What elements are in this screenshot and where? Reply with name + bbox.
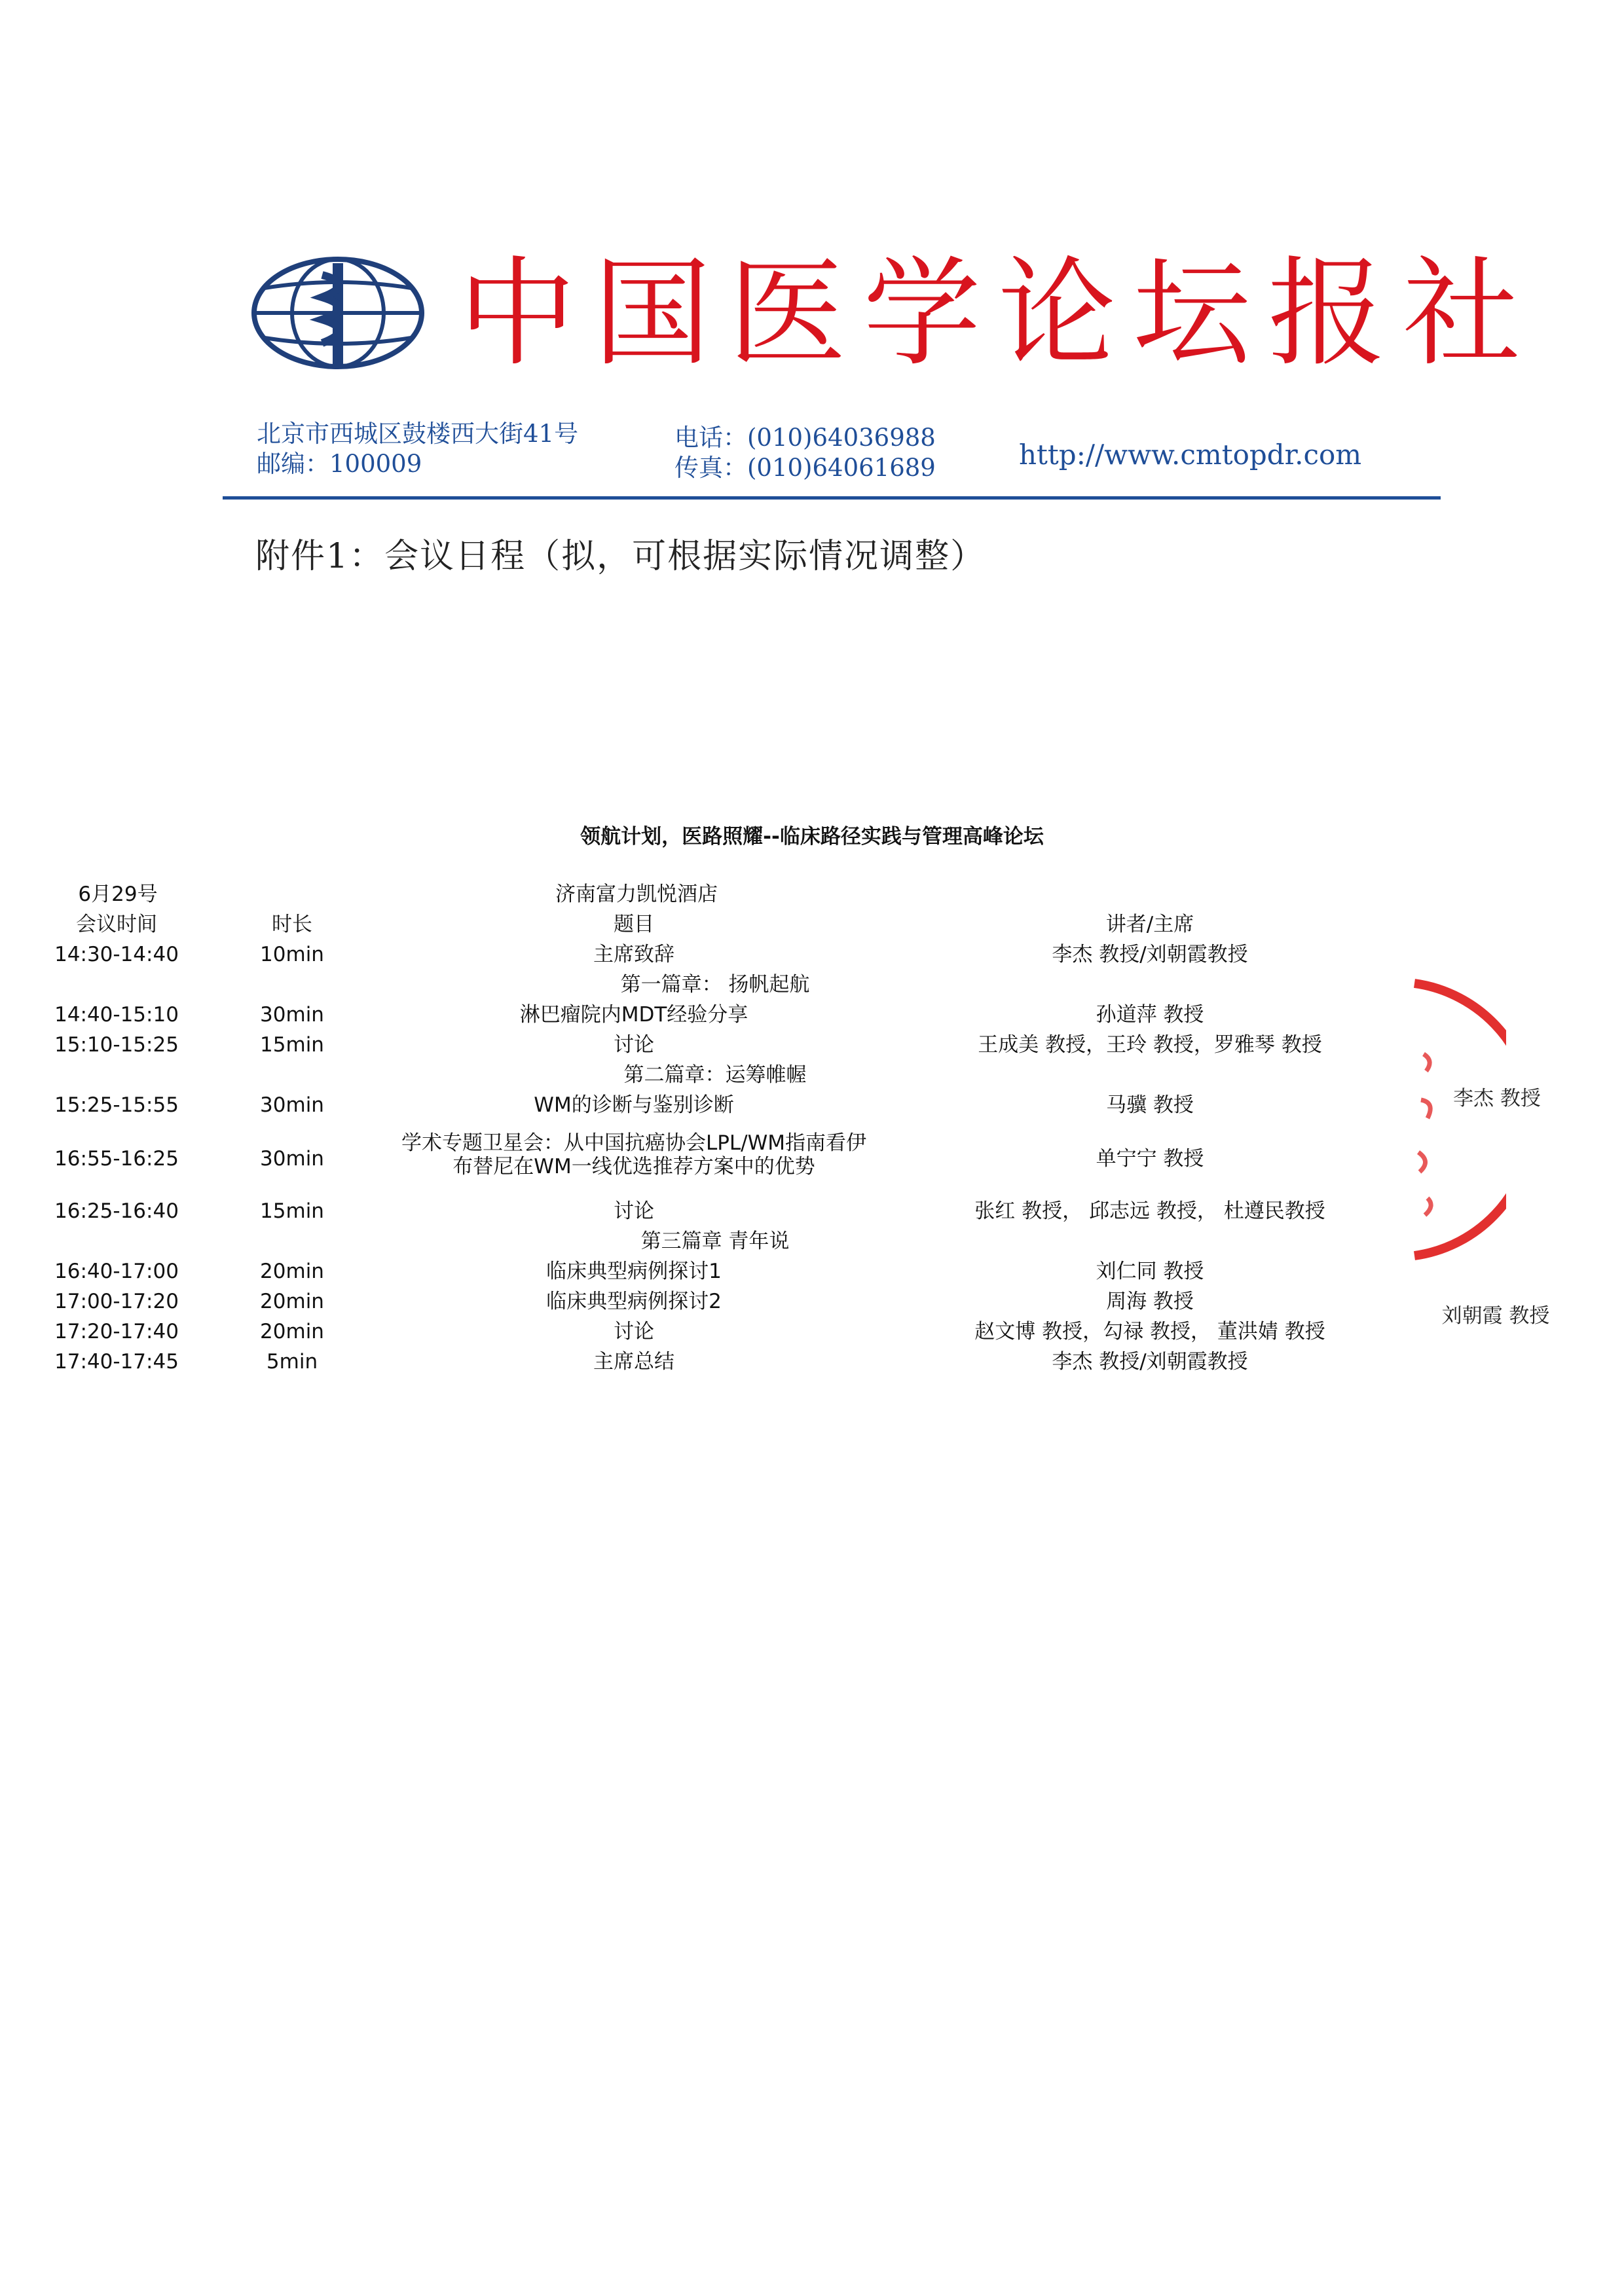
agenda-time: 17:40-17:45 (54, 1350, 179, 1374)
agenda-speaker: 孙道萍 教授 (1096, 1003, 1204, 1027)
agenda-date: 6月29号 (78, 883, 158, 906)
postal-code: 邮编：100009 (257, 450, 422, 478)
attachment-title: 附件1：会议日程（拟，可根据实际情况调整） (255, 537, 986, 576)
side-note-speaker: 李杰 教授 (1453, 1087, 1541, 1110)
agenda-time: 15:25-15:55 (54, 1093, 179, 1117)
agenda-duration: 10min (260, 943, 324, 966)
agenda-topic: 讨论 (614, 1320, 654, 1343)
agenda-duration: 30min (260, 1093, 324, 1117)
header-duration: 时长 (272, 913, 312, 936)
agenda-topic: 学术专题卫星会：从中国抗癌协会LPL/WM指南看伊布替尼在WM一线优选推荐方案中的优势 (401, 1131, 867, 1178)
agenda-topic: WM的诊断与鉴别诊断 (534, 1093, 734, 1117)
official-seal (1401, 975, 1506, 1264)
side-note-speaker: 刘朝霞 教授 (1441, 1304, 1550, 1328)
agenda-speaker: 单宁宁 教授 (1096, 1147, 1204, 1171)
agenda-topic: 主席总结 (593, 1350, 674, 1374)
agenda-speaker: 刘仁同 教授 (1096, 1260, 1204, 1283)
header-topic: 题目 (614, 913, 654, 936)
agenda-speaker: 李杰 教授/刘朝霞教授 (1052, 1350, 1248, 1374)
fax-number: 传真：(010)64061689 (674, 454, 936, 482)
agenda-speaker: 马骥 教授 (1106, 1093, 1194, 1117)
agenda-topic: 临床典型病例探讨2 (546, 1290, 722, 1313)
organization-name: 中国医学论坛报社 (458, 246, 1538, 382)
header-speaker: 讲者/主席 (1105, 913, 1194, 936)
agenda-time: 14:30-14:40 (54, 943, 179, 966)
agenda-duration: 15min (260, 1199, 324, 1223)
agenda-time: 16:25-16:40 (54, 1199, 179, 1223)
website-link[interactable]: http://www.cmtopdr.com (1019, 439, 1362, 471)
agenda-speaker: 李杰 教授/刘朝霞教授 (1052, 943, 1248, 966)
section-heading: 第二篇章：运筹帷幄 (623, 1063, 807, 1087)
agenda-topic: 讨论 (614, 1199, 654, 1223)
agenda-time: 14:40-15:10 (54, 1003, 179, 1027)
agenda-speaker: 周海 教授 (1106, 1290, 1194, 1313)
caduceus-globe-icon (251, 257, 424, 369)
agenda-time: 16:40-17:00 (54, 1260, 179, 1283)
agenda-duration: 5min (266, 1350, 318, 1374)
agenda-speaker: 王成美 教授，王玲 教授，罗雅琴 教授 (978, 1033, 1322, 1057)
agenda-time: 17:20-17:40 (54, 1320, 179, 1343)
section-heading: 第三篇章 青年说 (640, 1230, 790, 1253)
agenda-duration: 20min (260, 1320, 324, 1343)
phone-number: 电话：(010)64036988 (674, 424, 936, 452)
agenda-duration: 15min (260, 1033, 324, 1057)
agenda-time: 15:10-15:25 (54, 1033, 179, 1057)
header-time: 会议时间 (76, 913, 157, 936)
agenda-duration: 30min (260, 1003, 324, 1027)
agenda-title: 领航计划，医路照耀--临床路径实践与管理高峰论坛 (580, 825, 1044, 848)
agenda-time: 16:55-16:25 (54, 1147, 179, 1171)
agenda-speaker: 赵文博 教授，勾禄 教授， 董洪婧 教授 (974, 1320, 1325, 1343)
agenda-topic: 淋巴瘤院内MDT经验分享 (519, 1003, 748, 1027)
agenda-topic: 主席致辞 (593, 943, 674, 966)
header-divider (223, 496, 1441, 500)
agenda-duration: 20min (260, 1290, 324, 1313)
agenda-topic: 临床典型病例探讨1 (546, 1260, 722, 1283)
agenda-speaker: 张红 教授， 邱志远 教授， 杜遵民教授 (974, 1199, 1325, 1223)
agenda-venue: 济南富力凯悦酒店 (555, 883, 718, 906)
address-line: 北京市西城区鼓楼西大街41号 (257, 420, 579, 448)
agenda-topic: 讨论 (614, 1033, 654, 1057)
section-heading: 第一篇章： 扬帆起航 (620, 973, 810, 996)
agenda-duration: 20min (260, 1260, 324, 1283)
agenda-time: 17:00-17:20 (54, 1290, 179, 1313)
agenda-duration: 30min (260, 1147, 324, 1171)
